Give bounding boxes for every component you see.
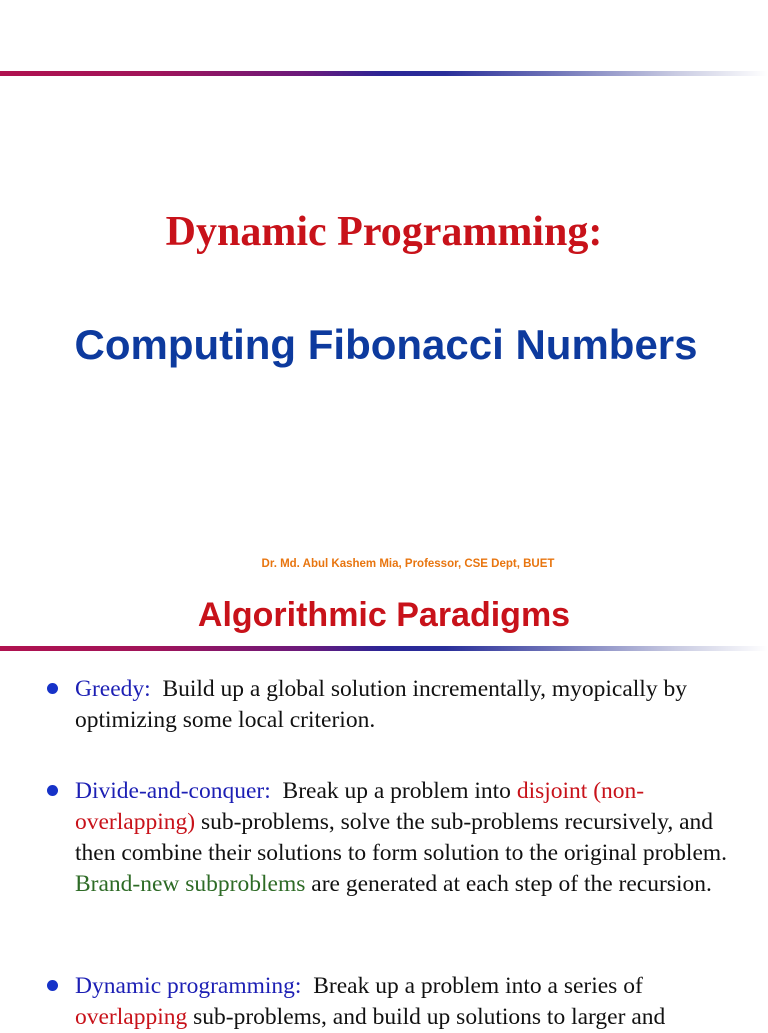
bullet-greedy bbox=[75, 674, 745, 736]
bullet-term: Dynamic programming: bbox=[75, 973, 302, 999]
bullet-term: Divide-and-conquer: bbox=[75, 778, 271, 804]
bullet-text: sub-problems, and build up solutions to larger and bbox=[187, 1004, 666, 1030]
bullet-text: are generated at each step of the recursion. bbox=[305, 871, 712, 897]
bullet-highlight-red: overlapping bbox=[75, 1004, 188, 1030]
slide-subtitle: Computing Fibonacci Numbers bbox=[74, 321, 698, 368]
bullet-text: Build up a global solution incrementally, myopically by optimizing some local criterion. bbox=[75, 676, 693, 733]
bullet-divide-and-conquer bbox=[75, 776, 745, 900]
bullet-text: Break up a problem into bbox=[270, 778, 517, 804]
slide-top-divider bbox=[0, 71, 768, 76]
bullet-dot-icon bbox=[47, 785, 58, 796]
bullet-highlight-red: disjoint (non-overlapping) bbox=[75, 778, 645, 835]
bullet-highlight-green: Brand-new subproblems bbox=[75, 871, 306, 897]
bullet-term: Greedy: bbox=[75, 676, 151, 702]
bullet-dot-icon bbox=[47, 980, 58, 991]
author-credit: Dr. Md. Abul Kashem Mia, Professor, CSE Dept, BUET bbox=[261, 558, 555, 570]
bullet-dot-icon bbox=[47, 683, 58, 694]
slide-title: Dynamic Programming: bbox=[165, 209, 603, 255]
bullet-text: Break up a problem into a series of bbox=[301, 973, 649, 999]
section-divider bbox=[0, 646, 768, 651]
section-title: Algorithmic Paradigms bbox=[197, 596, 571, 634]
bullet-text: sub-problems, solve the sub-problems recursively, and then combine their solutions to form solution to the original problem. bbox=[75, 809, 728, 866]
